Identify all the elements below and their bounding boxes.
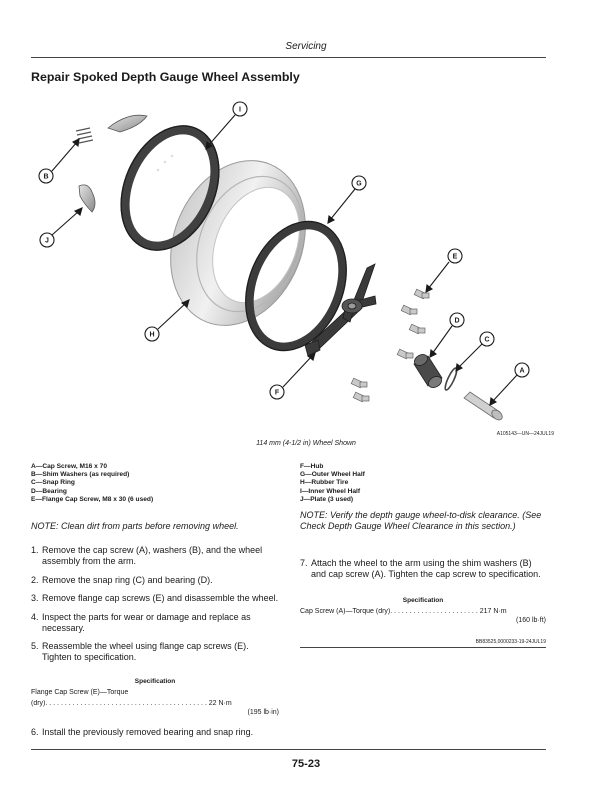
spec-title-left: Specification xyxy=(134,678,176,685)
figure-id: A105143—UN—24JUL19 xyxy=(496,431,554,437)
callout-i: I xyxy=(239,106,241,114)
legend-item: J—Plate (3 used) xyxy=(300,495,354,503)
callout-b: B xyxy=(43,173,49,181)
procedure-steps xyxy=(31,545,279,671)
bearing-d xyxy=(412,352,443,390)
legend-right xyxy=(300,463,365,504)
cap-screw-a xyxy=(464,392,504,422)
step-3: 3. Remove flange cap screws (E) and disassemble the wheel. xyxy=(31,593,279,603)
legend-item: A—Cap Screw, M16 x 70 xyxy=(31,463,107,470)
legend-item: F—Hub xyxy=(300,463,324,470)
legend-item: G—Outer Wheel Half xyxy=(300,471,365,479)
exploded-wheel-illustration xyxy=(0,88,612,448)
legend-item: B—Shim Washers (as required) xyxy=(31,471,130,479)
section-end-rule xyxy=(300,647,546,648)
step-6: 6. Install the previously removed bearing and snap ring. xyxy=(31,727,254,737)
figure-caption: 114 mm (4-1/2 in) Wheel Shown xyxy=(256,440,356,447)
callout-j: J xyxy=(45,237,49,245)
callout-d: D xyxy=(454,317,460,325)
spec-title-right: Specification xyxy=(402,597,444,604)
callout-h: H xyxy=(149,331,155,339)
step-1: 1. Remove the cap screw (A), washers (B), and the wheel assembly from the arm. xyxy=(31,545,263,566)
step-4: 4. Inspect the parts for wear or damage and replace as necessary. xyxy=(31,611,251,633)
spec-alt-right: (160 lb·ft) xyxy=(516,617,546,624)
step-7: 7. Attach the wheel to the arm using the shim washers (B) and cap screw (A). Tighten the cap screw to specification. xyxy=(300,558,541,579)
legend-item: D—Bearing xyxy=(31,487,67,495)
page-number: 75-23 xyxy=(291,758,321,770)
spec-value-left: (dry). . . . . . . . . . . . . . . . . . . . . . . . . . . . . . . . . . . . . . . . . . 22 N·m xyxy=(31,700,232,707)
footer-rule xyxy=(31,749,546,750)
running-head: Servicing xyxy=(285,41,327,52)
procedure-step-7 xyxy=(300,558,546,588)
step-5: 5. Reassemble the wheel using flange cap screws (E). Tighten to specification. xyxy=(31,641,249,662)
callout-c: C xyxy=(484,336,490,344)
procedure-step-6 xyxy=(31,727,279,746)
spec-label-left: Flange Cap Screw (E)—Torque xyxy=(31,689,129,696)
note-clean-dirt: NOTE: Clean dirt from parts before removing wheel. xyxy=(31,521,239,531)
legend-left xyxy=(31,463,153,504)
header-rule xyxy=(31,57,546,58)
callout-f: F xyxy=(274,389,280,397)
callout-e: E xyxy=(452,253,458,261)
step-2: 2. Remove the snap ring (C) and bearing (D). xyxy=(31,574,213,585)
document-id: BB83525,0000233-19-24JUL19 xyxy=(475,639,546,645)
legend-item: H—Rubber Tire xyxy=(300,479,349,487)
spec-value-right: Cap Screw (A)—Torque (dry). . . . . . . . . . . . . . . . . . . . . . . 217 N·m xyxy=(300,608,507,615)
page-title: Repair Spoked Depth Gauge Wheel Assembly xyxy=(31,70,300,84)
callout-a: A xyxy=(519,367,525,375)
legend-item: E—Flange Cap Screw, M8 x 30 (6 used) xyxy=(31,495,154,503)
legend-item: C—Snap Ring xyxy=(31,479,75,487)
plate-j-top xyxy=(108,115,147,132)
callout-g: G xyxy=(356,180,362,188)
spec-alt-left: (195 lb·in) xyxy=(247,709,279,716)
legend-item: I—Inner Wheel Half xyxy=(300,487,361,495)
note-verify-clearance: NOTE: Verify the depth gauge wheel-to-disk clearance. (See Check Depth Gauge Wheel Clearance in this section.) xyxy=(300,510,542,531)
